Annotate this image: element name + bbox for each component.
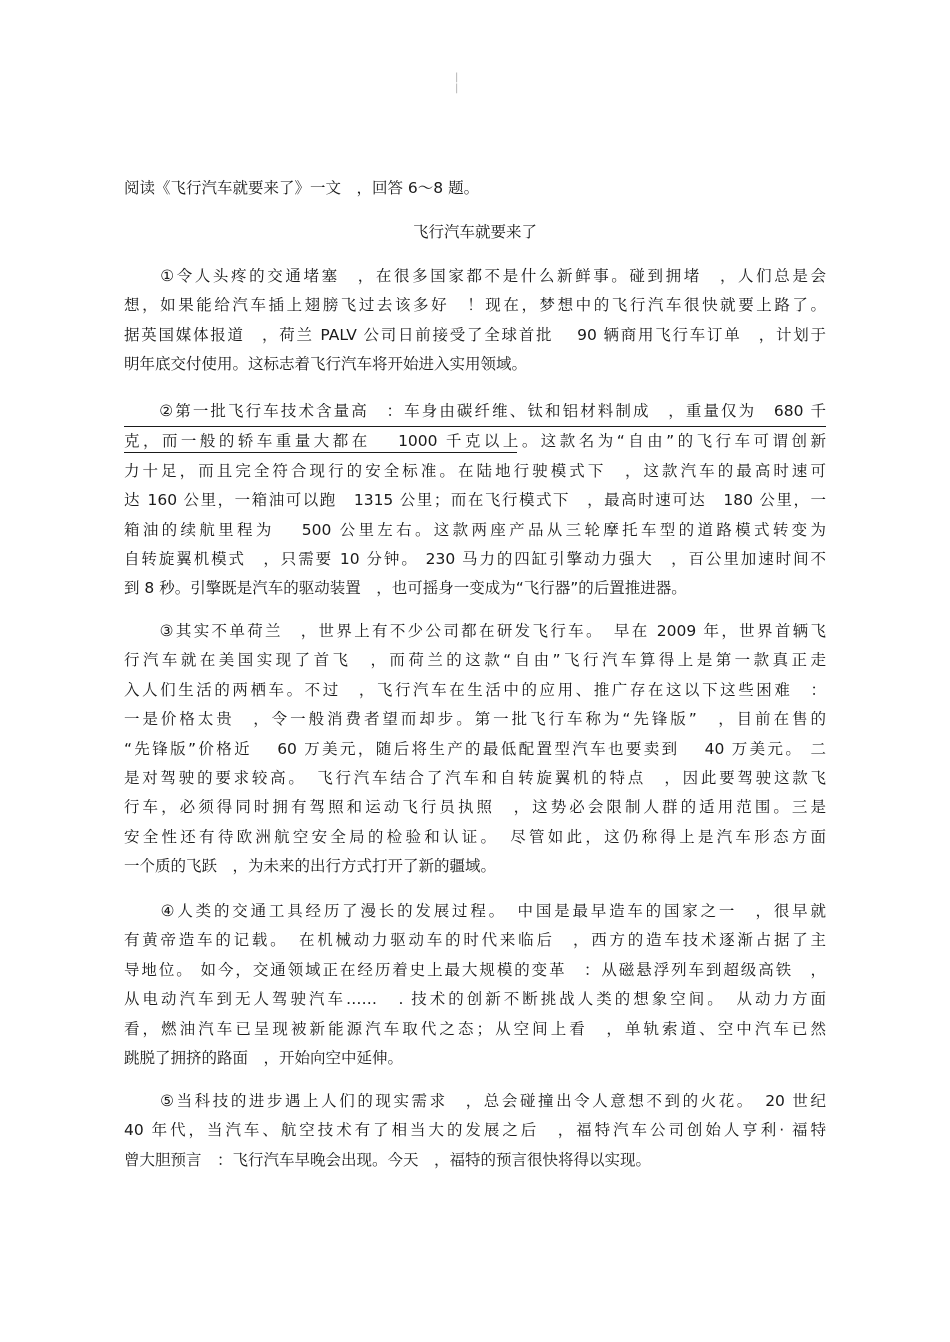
paragraph-line: ③其实不单荷兰 ，世界上有不少公司都在研发飞行车。 早在 2009 年，世界首辆飞 xyxy=(124,622,826,640)
underlined-line: ②第一批飞行车技术含量高 ：车身由碳纤维、钛和铝材料制成 ，重量仅为 680 千 xyxy=(124,397,826,427)
paragraph-line: 据英国媒体报道 ，荷兰 PALV 公司日前接受了全球首批 90 辆商用飞行车订单 ，计划于 xyxy=(124,325,826,344)
paragraph-line: 是对驾驶的要求较高。 飞行汽车结合了汽车和自转旋翼机的特点 ，因此要驾驶这款飞 xyxy=(124,768,826,787)
paragraph-5 xyxy=(124,1087,826,1175)
paragraph-line: 行车，必须得同时拥有驾照和运动飞行员执照 ，这势必会限制人群的适用范围。三是 xyxy=(124,798,826,817)
paragraph-line: 明年底交付使用。这标志着飞行汽车将开始进入实用领域。 xyxy=(124,355,528,374)
paragraph-line: 力十足，而且完全符合现行的安全标准。在陆地行驶模式下 ，这款汽车的最高时速可 xyxy=(124,461,826,480)
paragraph-line: 有黄帝造车的记载。 在机械动力驱动车的时代来临后 ，西方的造车技术逐渐占据了主 xyxy=(124,931,826,950)
paragraph-3 xyxy=(124,617,826,882)
paragraph-line: 看，燃油汽车已呈现被新能源汽车取代之态；从空间上看 ，单轨索道、空中汽车已然 xyxy=(124,1019,826,1038)
paragraph-line: 跳脱了拥挤的路面 ，开始向空中延伸。 xyxy=(124,1048,404,1067)
paragraph-4 xyxy=(124,897,826,1073)
paragraph-line: 想，如果能给汽车插上翅膀飞过去该多好 ！现在，梦想中的飞行汽车很快就要上路了。 xyxy=(124,296,826,315)
header-mark: | | xyxy=(455,72,473,94)
paragraph-line: 入人们生活的两栖车。不过 ，飞行汽车在生活中的应用、推广存在这以下这些困难 ： xyxy=(124,680,826,699)
paragraph-line: ⑤当科技的进步遇上人们的现实需求 ，总会碰撞出令人意想不到的火花。 20 世纪 xyxy=(124,1092,826,1110)
paragraph-line: 到 8 秒。引擎既是汽车的驱动装置 ，也可摇身一变成为“飞行器”的后置推进器。 xyxy=(124,579,687,598)
paragraph-line: 安全性还有待欧洲航空安全局的检验和认证。 尽管如此，这仍称得上是汽车形态方面 xyxy=(124,827,826,846)
article-title: 飞行汽车就要来了 xyxy=(412,223,537,241)
paragraph-2 xyxy=(124,397,826,604)
paragraph-line: 自转旋翼机模式 ，只需要 10 分钟。 230 马力的四缸引擎动力强大 ，百公里加速时间不 xyxy=(124,549,826,568)
paragraph-line: 克，而一般的轿车重量大都在 1000 千克以上。这款名为“自由”的飞行车可谓创新 xyxy=(124,432,826,451)
paragraph-line: 行汽车就在美国实现了首飞 ，而荷兰的这款“自由”飞行汽车算得上是第一款真正走 xyxy=(124,651,826,670)
paragraph-line: ④人类的交通工具经历了漫长的发展过程。 中国是最早造车的国家之一 ，很早就 xyxy=(124,902,826,920)
paragraph-line: 导地位。 如今，交通领域正在经历着史上最大规模的变革 ：从磁悬浮列车到超级高铁 ， xyxy=(124,960,826,979)
paragraph-line: 从电动汽车到无人驾驶汽车…… . 技术的创新不断挑战人类的想象空间。 从动力方面 xyxy=(124,990,826,1009)
paragraph-line: 达 160 公里，一箱油可以跑 1315 公里；而在飞行模式下 ，最高时速可达 180 公里，一 xyxy=(124,491,826,510)
paragraph-line: “先锋版”价格近 60 万美元，随后将生产的最低配置型汽车也要卖到 40 万美元。 二 xyxy=(124,739,826,758)
paragraph-line: 曾大胆预言 ：飞行汽车早晚会出现。今天 ，福特的预言很快将得以实现。 xyxy=(124,1150,652,1169)
paragraph-line: 40 年代，当汽车、航空技术有了相当大的发展之后 ，福特汽车公司创始人亨利· 福特 xyxy=(124,1121,826,1140)
reading-instruction: 阅读《飞行汽车就要来了》一文 ，回答 6～8 题。 xyxy=(124,179,480,197)
paragraph-line: 一是价格太贵 ，令一般消费者望而却步。第一批飞行车称为“先锋版” ，目前在售的 xyxy=(124,710,826,729)
paragraph-line: 一个质的飞跃 ，为未来的出行方式打开了新的疆域。 xyxy=(124,857,497,876)
paragraph-line: ①令人头疼的交通堵塞 ，在很多国家都不是什么新鲜事。碰到拥堵 ，人们总是会 xyxy=(124,267,826,285)
paragraph-1 xyxy=(124,262,826,380)
underline-mark xyxy=(124,452,517,453)
paragraph-line: 箱油的续航里程为 500 公里左右。这款两座产品从三轮摩托车型的道路模式转变为 xyxy=(124,520,826,539)
